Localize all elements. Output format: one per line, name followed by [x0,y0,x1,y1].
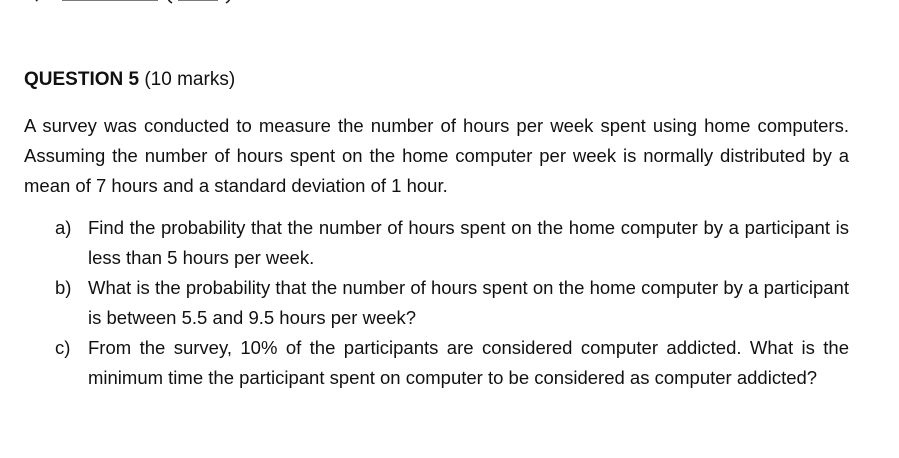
question-part-b [55,273,849,333]
question-number: QUESTION 5 [24,69,140,90]
question-intro-paragraph: A survey was conducted to measure the number of hours per week spent using home computers. Assuming the number of hours spent on the home computer per week is normally distributed by a mean of 7 hours and a standard deviation of 1 hour. [24,115,849,196]
question-marks: (10 marks) [144,69,236,90]
part-text: Find the probability that the number of hours spent on the home computer by a participant is less than 5 hours per week. [88,217,849,268]
question-parts-list [55,213,849,393]
cropped-text-fragment-graphic [0,0,260,6]
part-letter: a) [55,217,72,238]
part-letter: b) [55,277,72,298]
question-heading [24,67,235,93]
cropped-previous-line [0,0,260,6]
part-text: From the survey, 10% of the participants are considered computer addicted. What is the minimum time the participant spent on computer to be considered as computer addicted? [88,337,849,388]
question-part-a [55,213,849,273]
part-letter: c) [55,337,71,358]
question-part-c [55,333,849,393]
part-text: What is the probability that the number of hours spent on the home computer by a participant is between 5.5 and 9.5 hours per week? [88,277,849,328]
